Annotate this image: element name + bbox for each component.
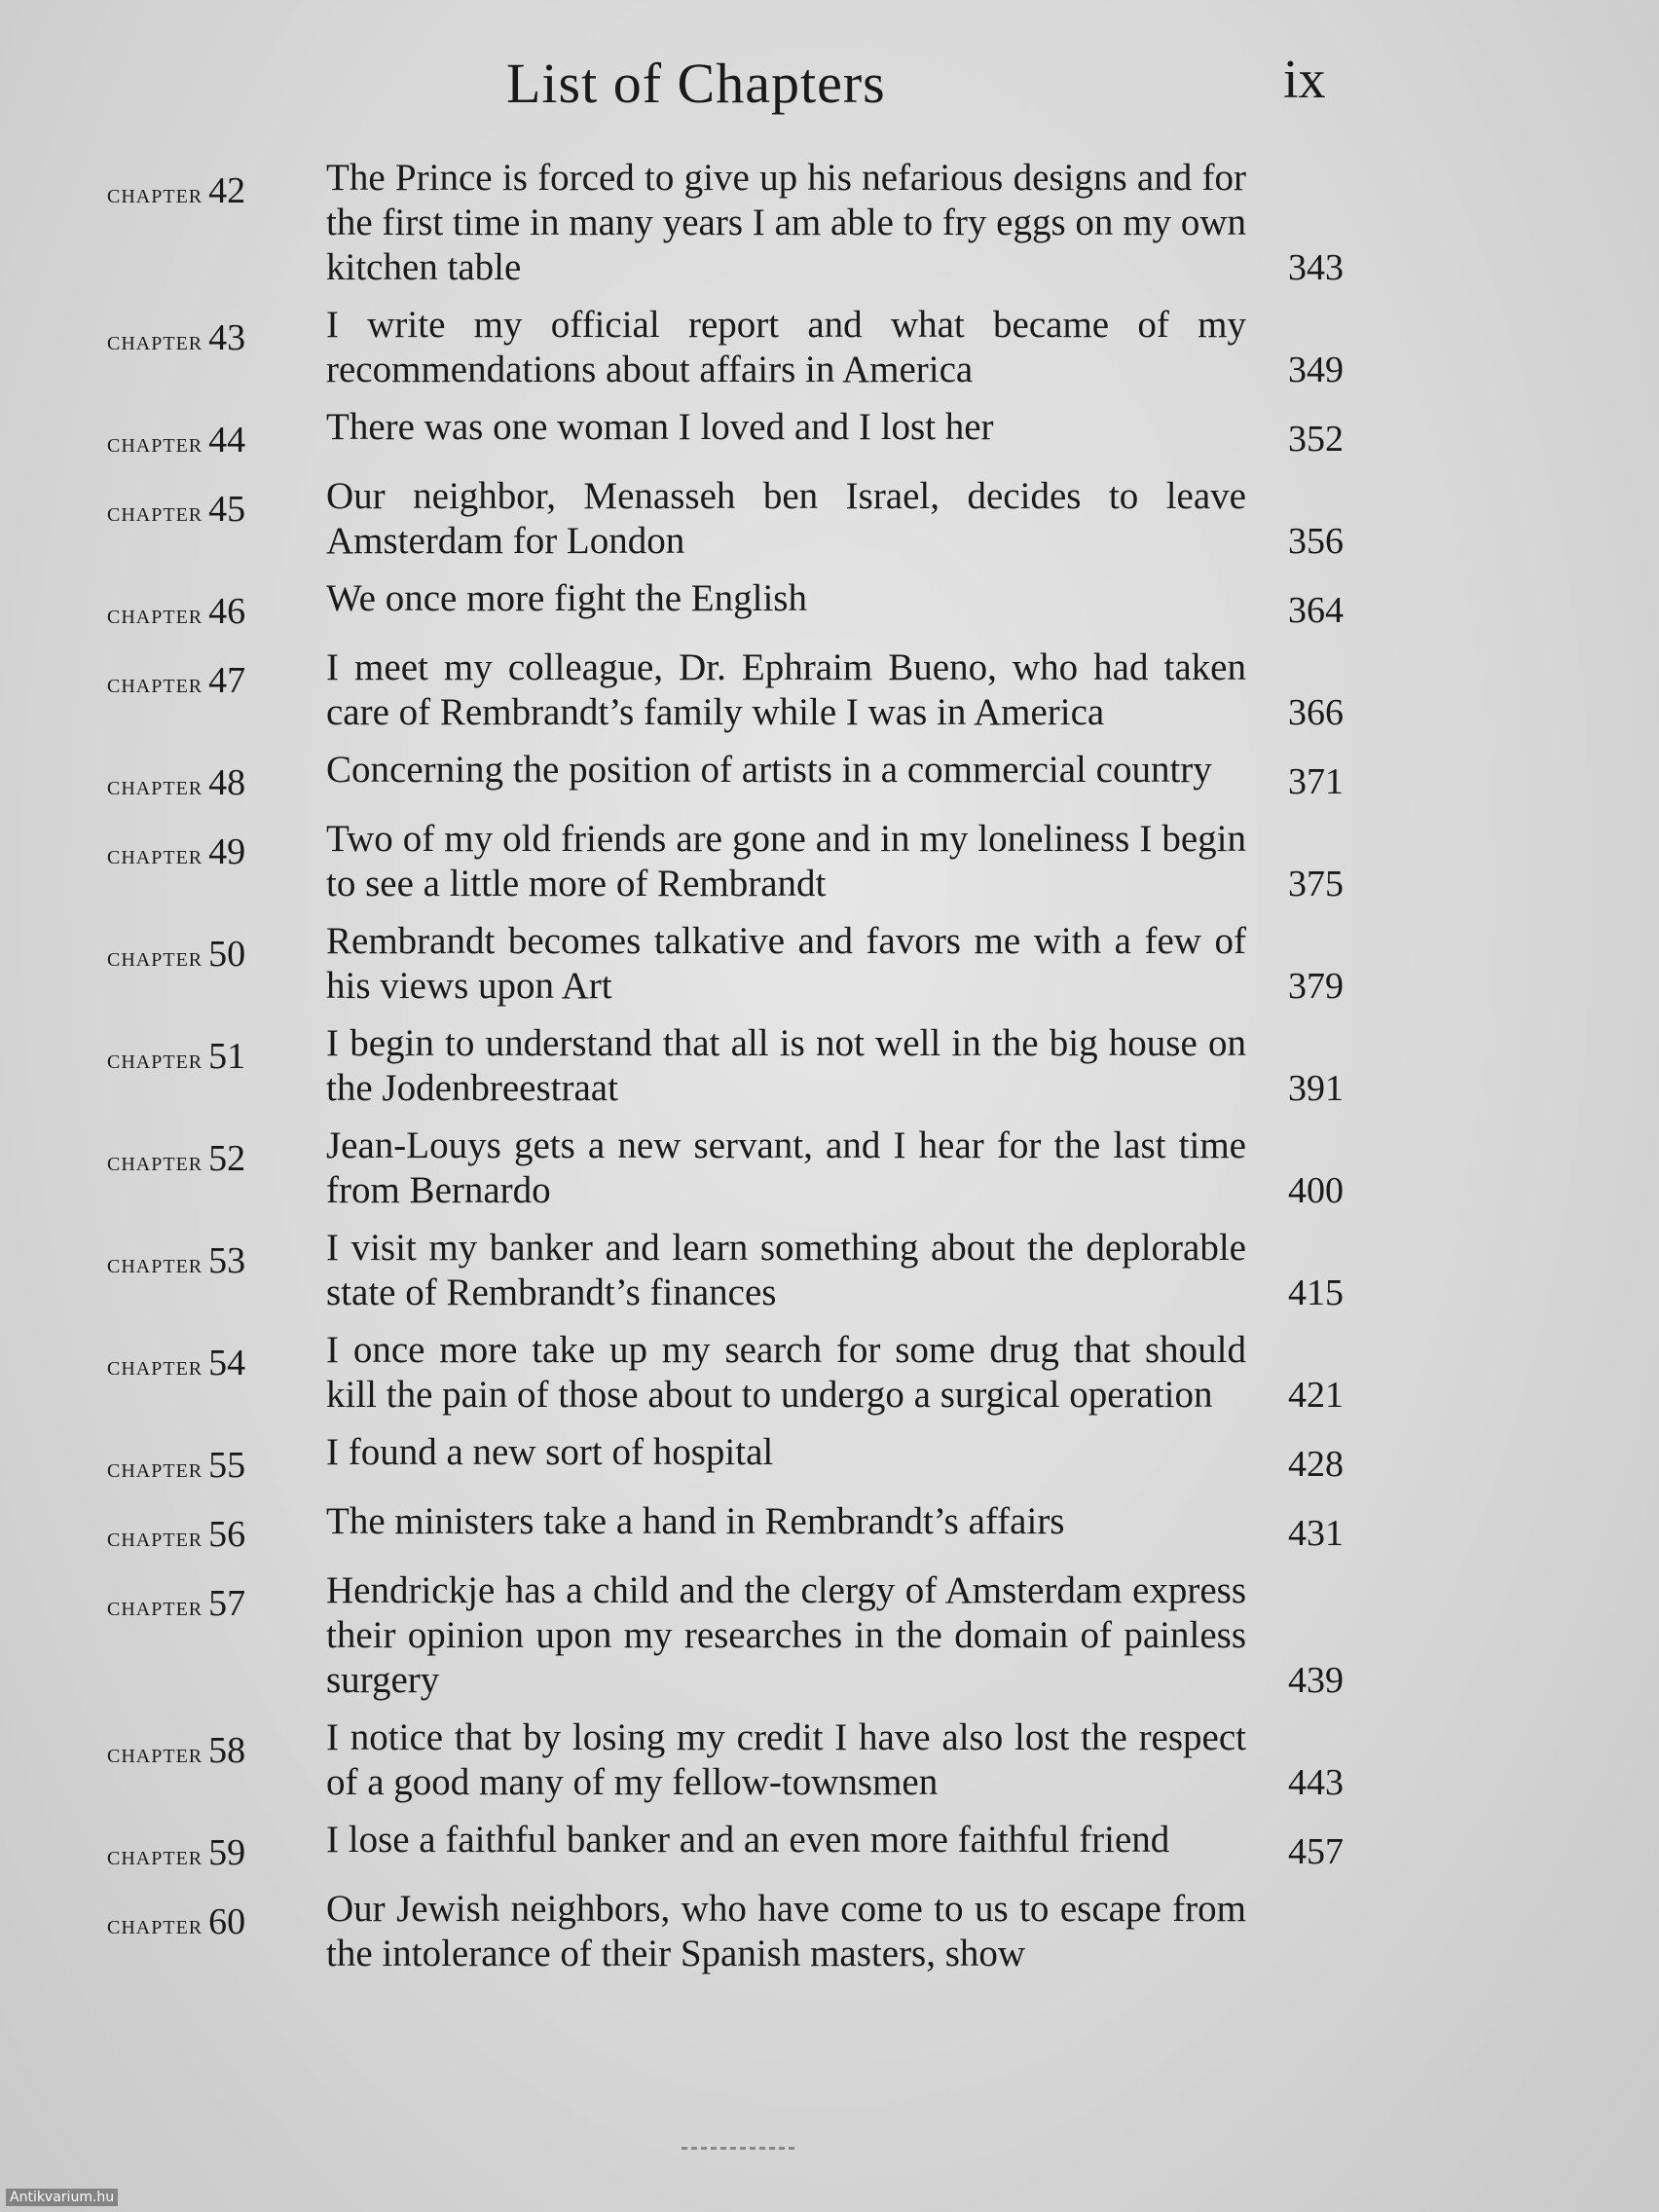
chapter-title: I write my official report and what became of my recommendations about affairs in America (326, 304, 1246, 390)
chapter-label (107, 1021, 326, 1078)
chapter-number: 52 (208, 1138, 246, 1179)
page-number: ix (1283, 50, 1326, 110)
chapter-word: chapter (107, 178, 203, 209)
chapter-title: We once more fight the English (326, 577, 807, 619)
chapter-number: 57 (208, 1583, 246, 1624)
chapter-label (107, 1715, 326, 1772)
chapter-label (107, 156, 326, 212)
chapter-title: I found a new sort of hospital (326, 1431, 774, 1473)
chapter-word: chapter (107, 497, 203, 528)
chapter-title: I notice that by losing my credit I have also lost the respect of a good many of my fellow-townsmen (326, 1716, 1246, 1803)
chapter-number: 55 (208, 1445, 246, 1486)
chapter-page-number: 379 (1288, 966, 1344, 1007)
chapter-word: chapter (107, 1840, 203, 1871)
chapter-word: chapter (107, 1453, 203, 1484)
chapter-label (107, 405, 326, 461)
chapter-page-number: 364 (1288, 590, 1344, 631)
chapter-word: chapter (107, 1146, 203, 1177)
chapter-word: chapter (107, 1044, 203, 1075)
chapter-page-number: 457 (1288, 1831, 1344, 1872)
chapter-page-number: 349 (1288, 350, 1344, 390)
chapter-word: chapter (107, 599, 203, 630)
chapter-label (107, 1818, 326, 1874)
chapter-entry (107, 303, 1363, 392)
chapter-entry (107, 1124, 1363, 1213)
chapter-number: 47 (208, 660, 246, 701)
chapter-entry (107, 1021, 1363, 1111)
chapter-number: 59 (208, 1832, 246, 1873)
chapter-entry (107, 1887, 1363, 1976)
chapter-number: 44 (208, 420, 246, 461)
chapter-title: The ministers take a hand in Rembrandt’s affairs (326, 1500, 1065, 1542)
chapter-number: 46 (208, 591, 246, 632)
chapter-title: I lose a faithful banker and an even more faithful friend (326, 1819, 1170, 1861)
chapter-label (107, 1328, 326, 1384)
chapter-page-number: 352 (1288, 419, 1344, 460)
chapter-word: chapter (107, 839, 203, 870)
chapter-label (107, 919, 326, 976)
footer-ornament (682, 2147, 798, 2150)
chapter-page-number: 439 (1288, 1660, 1344, 1701)
chapter-entry (107, 1226, 1363, 1315)
chapter-word: chapter (107, 1350, 203, 1382)
chapter-entry (107, 748, 1363, 804)
chapter-number: 53 (208, 1240, 246, 1281)
chapter-label (107, 1430, 326, 1487)
chapter-label (107, 748, 326, 804)
chapter-page-number: 356 (1288, 521, 1344, 562)
chapter-title: I begin to understand that all is not well in the big house on the Jodenbreestraat (326, 1022, 1246, 1109)
chapter-number: 50 (208, 934, 246, 975)
chapter-word: chapter (107, 427, 203, 459)
chapter-label (107, 1499, 326, 1556)
chapter-number: 43 (208, 317, 246, 358)
page-title: List of Chapters (506, 52, 886, 115)
chapter-entry (107, 1568, 1363, 1703)
chapter-word: chapter (107, 1591, 203, 1622)
chapter-title: Rembrandt becomes talkative and favors me with a few of his views upon Art (326, 920, 1246, 1007)
chapter-number: 42 (208, 170, 246, 211)
chapter-number: 56 (208, 1514, 246, 1555)
chapter-page-number: 400 (1288, 1170, 1344, 1211)
chapter-page-number: 366 (1288, 692, 1344, 733)
chapter-title: Concerning the position of artists in a commercial country (326, 749, 1212, 791)
chapter-label (107, 1887, 326, 1943)
chapter-number: 49 (208, 831, 246, 872)
chapter-entry (107, 576, 1363, 633)
chapter-entry (107, 1328, 1363, 1418)
chapter-page-number: 421 (1288, 1375, 1344, 1416)
chapter-label (107, 303, 326, 359)
chapter-entry (107, 405, 1363, 461)
chapter-title: Our Jewish neighbors, who have come to us to escape from the intolerance of their Spanish masters, show (326, 1888, 1246, 1974)
chapter-list (107, 156, 1363, 1989)
chapter-number: 48 (208, 762, 246, 803)
chapter-word: chapter (107, 1248, 203, 1279)
chapter-entry (107, 474, 1363, 564)
chapter-word: chapter (107, 1909, 203, 1940)
chapter-title: I meet my colleague, Dr. Ephraim Bueno, who had taken care of Rembrandt’s family while I was in America (326, 646, 1246, 733)
chapter-entry (107, 1818, 1363, 1874)
chapter-number: 45 (208, 489, 246, 530)
chapter-page-number: 428 (1288, 1444, 1344, 1485)
chapter-title: I once more take up my search for some drug that should kill the pain of those about to undergo a surgical operation (326, 1329, 1246, 1416)
chapter-label (107, 645, 326, 702)
watermark: Antikvarium.hu (6, 2189, 118, 2206)
chapter-number: 54 (208, 1343, 246, 1383)
chapter-title: There was one woman I loved and I lost her (326, 406, 994, 448)
chapter-page-number: 343 (1288, 247, 1344, 288)
chapter-label (107, 817, 326, 873)
chapter-entry (107, 919, 1363, 1009)
chapter-number: 58 (208, 1730, 246, 1771)
chapter-page-number: 375 (1288, 864, 1344, 904)
chapter-page-number: 415 (1288, 1272, 1344, 1313)
chapter-entry (107, 1430, 1363, 1487)
chapter-entry (107, 156, 1363, 290)
chapter-title: The Prince is forced to give up his nefarious designs and for the first time in many years I am able to fry eggs on my own kitchen table (326, 157, 1246, 288)
chapter-entry (107, 817, 1363, 906)
chapter-title: Our neighbor, Menasseh ben Israel, decides to leave Amsterdam for London (326, 475, 1246, 562)
chapter-page-number: 431 (1288, 1513, 1344, 1554)
chapter-word: chapter (107, 1522, 203, 1553)
chapter-number: 60 (208, 1901, 246, 1942)
chapter-label (107, 474, 326, 531)
chapter-word: chapter (107, 325, 203, 356)
chapter-word: chapter (107, 1738, 203, 1769)
chapter-word: chapter (107, 770, 203, 801)
chapter-title: I visit my banker and learn something about the deplorable state of Rembrandt’s finances (326, 1227, 1246, 1313)
chapter-page-number: 391 (1288, 1068, 1344, 1109)
chapter-label (107, 1226, 326, 1282)
chapter-entry (107, 1715, 1363, 1805)
chapter-entry (107, 1499, 1363, 1556)
chapter-label (107, 1568, 326, 1625)
chapter-title: Jean-Louys gets a new servant, and I hear for the last time from Bernardo (326, 1124, 1246, 1211)
chapter-word: chapter (107, 668, 203, 699)
chapter-word: chapter (107, 941, 203, 973)
chapter-entry (107, 645, 1363, 735)
chapter-title: Hendrickje has a child and the clergy of Amsterdam express their opinion upon my researches in the domain of painless surgery (326, 1569, 1246, 1701)
chapter-title: Two of my old friends are gone and in my loneliness I begin to see a little more of Rembrandt (326, 818, 1246, 904)
chapter-label (107, 576, 326, 633)
chapter-page-number: 443 (1288, 1762, 1344, 1803)
chapter-page-number: 371 (1288, 761, 1344, 802)
chapter-label (107, 1124, 326, 1180)
chapter-number: 51 (208, 1036, 246, 1077)
